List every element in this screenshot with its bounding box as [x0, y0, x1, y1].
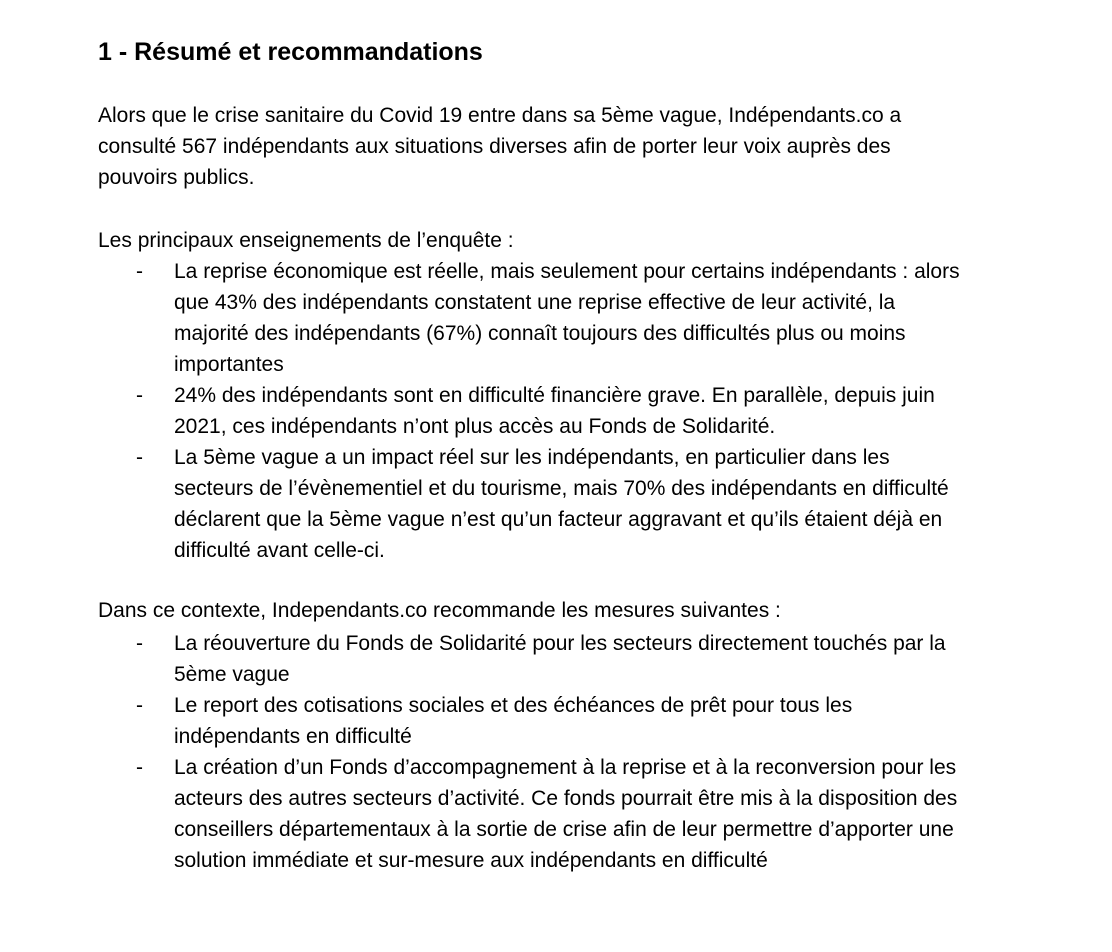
recommendation-item [0, 690, 957, 752]
findings-list [0, 256, 960, 566]
finding-line: La reprise économique est réelle, mais seulement pour certains indépendants : alors [174, 260, 960, 283]
bullet-dash: - [136, 694, 143, 717]
recommendation-line: La création d’un Fonds d’accompagnement à la reprise et à la reconversion pour les [174, 756, 957, 779]
finding-item [0, 256, 960, 380]
finding-line: 24% des indépendants sont en difficulté financière grave. En parallèle, depuis juin [174, 384, 935, 407]
intro-line: consulté 567 indépendants aux situations diverses afin de porter leur voix auprès des [98, 135, 891, 158]
recommendation-text [174, 752, 957, 876]
finding-line: déclarent que la 5ème vague n’est qu’un facteur aggravant et qu’ils étaient déjà en [174, 508, 943, 531]
finding-line: secteurs de l’évènementiel et du tourisme, mais 70% des indépendants en difficulté [174, 477, 949, 500]
finding-line: 2021, ces indépendants n’ont plus accès au Fonds de Solidarité. [174, 415, 776, 438]
finding-line: difficulté avant celle-ci. [174, 539, 385, 562]
recommendation-line: indépendants en difficulté [174, 725, 412, 748]
recommendation-line: solution immédiate et sur-mesure aux indépendants en difficulté [174, 849, 768, 872]
finding-text [174, 380, 960, 442]
finding-line: importantes [174, 353, 284, 376]
finding-item [0, 442, 960, 566]
bullet-dash: - [136, 260, 143, 283]
finding-text [174, 442, 960, 566]
finding-line: La 5ème vague a un impact réel sur les indépendants, en particulier dans les [174, 446, 890, 469]
recommendation-line: Le report des cotisations sociales et des échéances de prêt pour tous les [174, 694, 853, 717]
section-heading: 1 - Résumé et recommandations [98, 38, 483, 66]
intro-line: pouvoirs publics. [98, 166, 255, 189]
bullet-dash: - [136, 632, 143, 655]
finding-line: majorité des indépendants (67%) connaît toujours des difficultés plus ou moins [174, 322, 906, 345]
finding-text [174, 256, 960, 380]
recommendation-line: La réouverture du Fonds de Solidarité pour les secteurs directement touchés par la [174, 632, 946, 655]
recommendation-line: 5ème vague [174, 663, 290, 686]
recommendations-intro: Dans ce contexte, Independants.co recommande les mesures suivantes : [98, 599, 781, 622]
bullet-dash: - [136, 446, 143, 469]
recommendation-item [0, 628, 957, 690]
recommendation-line: conseillers départementaux à la sortie de crise afin de leur permettre d’apporter une [174, 818, 954, 841]
recommendation-line: acteurs des autres secteurs d’activité. Ce fonds pourrait être mis à la disposition des [174, 787, 958, 810]
recommendations-list [0, 628, 957, 876]
findings-intro: Les principaux enseignements de l’enquête : [98, 229, 514, 252]
intro-line: Alors que le crise sanitaire du Covid 19 entre dans sa 5ème vague, Indépendants.co a [98, 104, 902, 127]
bullet-dash: - [136, 756, 143, 779]
recommendation-item [0, 752, 957, 876]
recommendation-text [174, 628, 957, 690]
recommendation-text [174, 690, 957, 752]
finding-item [0, 380, 960, 442]
intro-paragraph [98, 100, 901, 193]
finding-line: que 43% des indépendants constatent une reprise effective de leur activité, la [174, 291, 896, 314]
bullet-dash: - [136, 384, 143, 407]
